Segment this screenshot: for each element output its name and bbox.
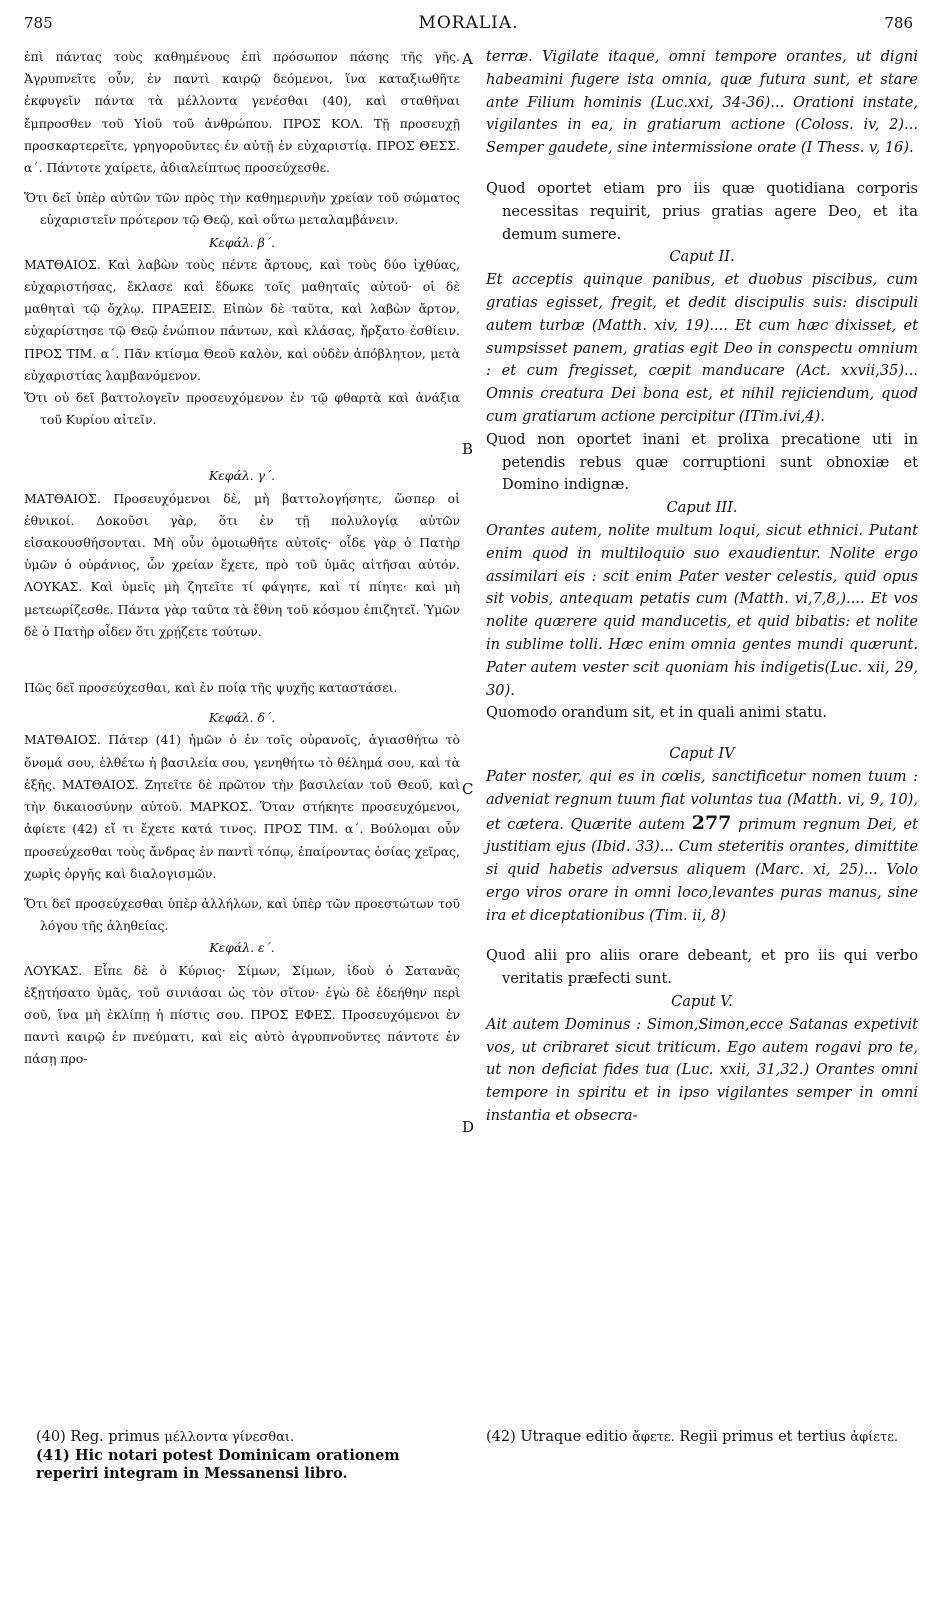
latin-chapter-2: Caput II.: [669, 248, 735, 266]
greek-heading-2: Ὅτι δεῖ ὑπὲρ αὐτῶν τῶν πρὸς τὴν καθημερινὴν χρείαν τοῦ σώματος εὐχαριστεῖν πρότερον τῷ Θεῷ, καὶ οὕτω μεταλαμβάνειν.: [24, 190, 460, 228]
greek-chapter-2: Κεφάλ. β΄.: [209, 234, 275, 250]
greek-heading-4: Πῶς δεῖ προσεύχεσθαι, καὶ ἐν ποίᾳ τῆς ψυχῆς καταστάσει.: [24, 680, 398, 696]
footnote-41: (41) Hic notari potest Dominicam orationem reperiri integram in Messanensi libro.: [36, 1447, 400, 1482]
greek-chapter-5: Κεφάλ. ε΄.: [209, 940, 275, 956]
footnote-42-text: (42) Utraque editio: [486, 1429, 628, 1445]
latin-text-5: Ait autem Dominus : Simon,Simon,ecce Satanas expetivit vos, ut cribraret sicut triticum. Ego autem rogavi pro te, ut non deficiat fides tua (Luc. xxii, 31,32.) Orantes omni tempore in spiritu et in ipso vigilantes semper in omni instantia et obsecra-: [486, 1015, 918, 1125]
column-number: 277: [691, 811, 732, 834]
footnote-40-greek: μέλλοντα γίνεσθαι.: [164, 1430, 295, 1445]
footnote-40-text: (40) Reg. primus: [36, 1429, 160, 1445]
latin-text-4b: primum regnum Dei, et justitiam ejus (Ibid. 33)... Cum steteritis orantes, dimittite si quid habetis adversus aliquem (Marc. xi, 25)... Volo ergo viros orare in omni loco,levantes puras manus, sine ira et diceptationibus (Tim. ii, 8): [486, 815, 919, 924]
margin-letter-a: A: [462, 50, 473, 68]
page-header: [24, 14, 913, 38]
latin-intro-text: terræ. Vigilate itaque, omni tempore orantes, ut digni habeamini fugere ista omnia, quæ futura sunt, et stare ante Filium hominis (Luc.xxi, 34-36)... Orationi instate, vigilantes in ea, in gratiarum actione (Coloss. iv, 2)... Semper gaudete, sine intermissione orate (I Thess. v, 16).: [486, 48, 918, 157]
margin-letter-d: D: [462, 1118, 475, 1136]
greek-chapter-3: Κεφάλ. γ΄.: [208, 468, 276, 484]
latin-heading-2: Quod oportet etiam pro iis quæ quotidiana corporis necessitas requirit, prius gratias agere Deo, et ita demum sumere.: [486, 179, 918, 243]
page-number-right: 786: [884, 14, 913, 32]
latin-text-4a: Pater noster, qui es in cœlis, sanctificetur nomen tuum : adveniat regnum tuum fiat voluntas tua (Matth. vi, 9, 10), et cætera. Quærite autem: [486, 767, 918, 833]
footnotes-right: [486, 1428, 916, 1447]
latin-heading-5: Quod alii pro aliis orare debeant, et pro iis qui verbo veritatis præfecti sunt.: [486, 947, 918, 988]
footnote-42-greek-1: ἄφετε.: [632, 1430, 675, 1445]
greek-text-5: ΛΟΥΚΑΣ. Εἶπε δὲ ὁ Κύριος· Σίμων, Σίμων, ἰδοὺ ὁ Σατανᾶς ἐξῃτήσατο ὑμᾶς, τοῦ σινιάσαι ὡς τὸν σῖτον· ἐγὼ δὲ ἐδεήθην περὶ σοῦ, ἵνα μὴ ἐκλίπῃ ἡ πίστις σου. ΠΡΟΣ ΕΦΕΣ. Προσευχόμενοι ἐν παντὶ καιρῷ ἐν πνεύματι, καὶ εἰς αὐτὸ ἀγρυπνοῦντες πάντοτε ἐν πάσῃ προ-: [24, 962, 460, 1067]
latin-chapter-4: Caput IV: [669, 745, 735, 763]
latin-heading-4: Quomodo orandum sit, et in quali animi statu.: [486, 704, 828, 722]
page-number-left: 785: [24, 14, 53, 32]
latin-text-2: Et acceptis quinque panibus, et duobus piscibus, cum gratias egisset, fregit, et dedit discipulis suis: discipuli autem turbæ (Matth. xiv, 19).... Et cum hæc dixisset, et sumpsisset panem, gratias egit Deo in conspectu omnium : et cum fregisset, cœpit manducare (Act. xxvii,35)... Omnis creatura Dei bona est, et nihil rejiciendum, quod cum gratiarum actione percipitur (ITim.ivi,4).: [486, 271, 918, 425]
greek-text-3: ΜΑΤΘΑΙΟΣ. Προσευχόμενοι δὲ, μὴ βαττολογήσητε, ὥσπερ οἱ ἐθνικοί. Δοκοῦσι γὰρ, ὅτι ἐν τῇ πολυλογίᾳ αὐτῶν εἰσακουσθήσονται. Μὴ οὖν ὁμοιωθῆτε αὐτοῖς· οἶδε γὰρ ὁ Πατὴρ ὑμῶν ὁ οὐράνιος, ὧν χρείαν ἔχετε, πρὸ τοῦ ὑμᾶς αἰτῆσαι αὐτόν. ΛΟΥΚΑΣ. Καὶ ὑμεῖς μὴ ζητεῖτε τί φάγητε, καὶ τί πίητε· καὶ μὴ μετεωρίζεσθε. Πάντα γὰρ ταῦτα τὰ ἔθνη τοῦ κόσμου ἐπιζητεῖ. Ὑμῶν δὲ ὁ Πατὴρ οἶδεν ὅτι χρῄζετε τούτων.: [24, 490, 460, 639]
margin-letter-c: C: [462, 780, 474, 798]
greek-column: [24, 46, 460, 1071]
greek-chapter-4: Κεφάλ. δ΄.: [208, 710, 276, 726]
greek-text-2: ΜΑΤΘΑΙΟΣ. Καὶ λαβὼν τοὺς πέντε ἄρτους, καὶ τοὺς δύο ἰχθύας, εὐχαριστήσας, ἔκλασε καὶ ἔδωκε τοῖς μαθηταῖς αὐτοῦ· οἱ δὲ μαθηταὶ τῷ ὄχλῳ. ΠΡΑΞΕΙΣ. Εἰπὼν δὲ ταῦτα, καὶ λαβὼν ἄρτον, εὐχαρίστησε τῷ Θεῷ ἐνώπιον πάντων, καὶ κλάσας, ἤρξατο ἐσθίειν. ΠΡΟΣ ΤΙΜ. α΄. Πᾶν κτίσμα Θεοῦ καλὸν, καὶ οὐδὲν ἀπόβλητον, μετὰ εὐχαριστίας λαμβανόμενον.: [24, 256, 460, 383]
latin-text-3: Orantes autem, nolite multum loqui, sicut ethnici. Putant enim quod in multiloquio suo exaudientur. Nolite ergo assimilari eis : scit enim Pater vester celestis, quid opus sit vobis, antequam petatis cum (Matth. vi,7,8,).... Et vos nolite quærere quid manducetis, et quid bibatis: et nolite in sublime tolli. Hæc enim omnia gentes mundi quærunt. Pater autem vester scit quoniam his indigetis(Luc. xii, 29, 30).: [486, 521, 918, 699]
footnote-42-greek-2: ἀφίετε.: [850, 1430, 899, 1445]
running-title: MORALIA.: [418, 13, 519, 33]
footnote-42-mid: Regii primus et tertius: [679, 1429, 846, 1445]
footnotes-left: [36, 1428, 456, 1483]
greek-heading-3: Ὅτι οὐ δεῖ βαττολογεῖν προσευχόμενον ἐν τῷ φθαρτὰ καὶ ἀνάξια τοῦ Κυρίου αἰτεῖν.: [24, 390, 460, 428]
latin-column: [486, 46, 918, 1128]
margin-letter-b: B: [462, 440, 474, 458]
footnote-42: [486, 1428, 916, 1447]
greek-heading-5: Ὅτι δεῖ προσεύχεσθαι ὑπὲρ ἀλλήλων, καὶ ὑπὲρ τῶν προεστώτων τοῦ λόγου τῆς ἀληθείας.: [24, 895, 460, 934]
latin-chapter-5: Caput V.: [671, 993, 733, 1011]
latin-heading-3: Quod non oportet inani et prolixa precatione uti in petendis rebus quæ corruptioni sunt obnoxiæ et Domino indignæ.: [486, 430, 918, 494]
latin-text-4: [486, 766, 918, 928]
greek-text-4: ΜΑΤΘΑΙΟΣ. Πάτερ (41) ἡμῶν ὁ ἐν τοῖς οὐρανοῖς, ἁγιασθήτω τὸ ὄνομά σου, ἐλθέτω ἡ βασιλεία σου, γενηθήτω τὸ θέλημά σου, καὶ τὰ ἑξῆς. ΜΑΤΘΑΙΟΣ. Ζητεῖτε δὲ πρῶτον τὴν βασιλείαν τοῦ Θεοῦ, καὶ τὴν δικαιοσύνην αὐτοῦ. ΜΑΡΚΟΣ. Ὅταν στήκητε προσευχόμενοι, ἀφίετε (42) εἴ τι ἔχετε κατά τινος. ΠΡΟΣ ΤΙΜ. α΄. Βούλομαι οὖν προσεύχεσθαι τοὺς ἄνδρας ἐν παντὶ τόπῳ, ἐπαίροντας ὁσίας χεῖρας, χωρὶς ὀργῆς καὶ διαλογισμῶν.: [24, 732, 460, 881]
footnote-40: [36, 1428, 456, 1447]
latin-chapter-3: Caput III.: [666, 499, 738, 517]
greek-intro-text: ἐπὶ πάντας τοὺς καθημένους ἐπὶ πρόσωπον πάσης τῆς γῆς. Ἀγρυπνεῖτε οὖν, ἐν παντὶ καιρῷ δεόμενοι, ἵνα καταξιωθῆτε ἐκφυγεῖν πάντα τὰ μέλλοντα γενέσθαι (40), καὶ σταθῆναι ἔμπροσθεν τοῦ Υἱοῦ τοῦ ἀνθρώπου. ΠΡΟΣ ΚΟΛ. Τῇ προσευχῇ προσκαρτερεῖτε, γρηγοροῦντες ἐν αὐτῇ ἐν εὐχαριστίᾳ. ΠΡΟΣ ΘΕΣΣ. α΄. Πάντοτε χαίρετε, ἀδιαλείπτως προσεύχεσθε.: [24, 49, 460, 176]
